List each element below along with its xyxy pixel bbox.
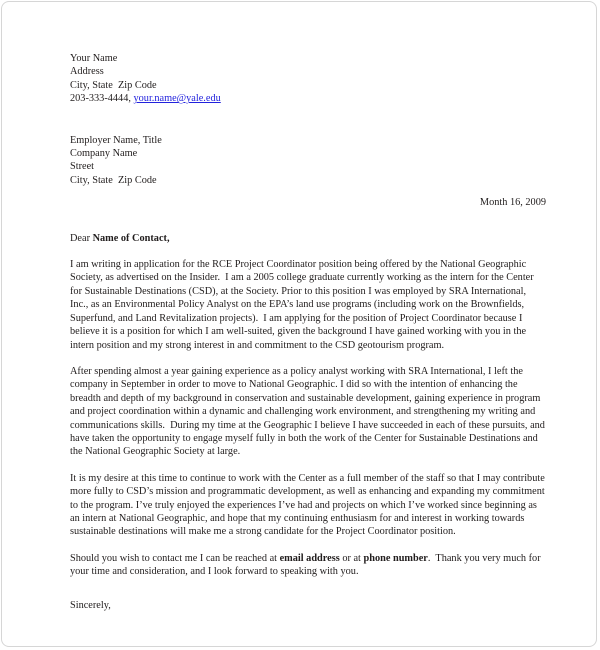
body-paragraph-2: After spending almost a year gaining experience as a policy analyst working with SRA International, I left the company in September in order to move to National Geographic. I did so with the intention of enhancing the breadth and depth of my background in conservation and sustainable development, gaining experience in program and project coordination within a dynamic and challenging work environment, and strengthening my writing and communications skills. During my time at the Geographic I believe I have succeeded in each of these pursuits, and have taken the opportunity to engage myself fully in both the work of the Center for Sustainable Destinations and the National Geographic Society at large. [70,365,548,458]
sender-phone: 203-333-4444, [70,93,134,105]
cover-letter [2,2,596,612]
body-paragraph-3: It is my desire at this time to continue to work with the Center as a full member of the staff so that I may contribute more fully to CSD’s mission and programmatic development, as well as enhancing and expanding my commitment to the program. I’ve truly enjoyed the experiences I’ve had and projects on which I’ve worked since beginning as an intern at National Geographic, and hope that my continuing enthusiasm for and interest in working towards sustainable destinations will make me a strong candidate for the Project Coordinator position. [70,472,548,538]
recipient-block [70,134,546,188]
signoff: Sincerely, [70,599,111,611]
sender-contact-line [70,92,546,105]
recipient-company-name: Company Name [70,148,138,160]
closing-email-address: email address [279,552,340,564]
salutation-prefix: Dear [70,232,93,244]
salutation [70,232,546,245]
recipient-employer-name: Employer Name, Title [70,134,162,146]
closing-part-1: Should you wish to contact me I can be reached at [70,552,280,564]
closing-paragraph [70,552,546,579]
sender-name: Your Name [70,53,118,64]
sender-address: Address [70,66,104,78]
body-paragraph-1: I am writing in application for the RCE Project Coordinator position being offered by the National Geographic Society, as advertised on the Insider. I am a 2005 college graduate currently working as the intern for the Center for Sustainable Destinations (CSD), at the Society. Prior to this position I was employed by SRA International, Inc., as an Environmental Policy Analyst on the EPA’s land use programs (including work on the Brownfields, Superfund, and Land Revitalization projects). I am applying for the position of Project Coordinator because I believe it is a position for which I am well-suited, given the background I have gained working with you in the intern position and my strong interest in and commitment to the CSD geotourism program. [70,259,537,351]
closing-phone-number: phone number [363,552,428,564]
salutation-contact-name: Name of Contact, [92,232,170,244]
letter-page [1,1,597,647]
recipient-street: Street [70,161,95,173]
sender-block [70,52,546,106]
closing-part-2: or at [339,552,364,564]
closing-part-3: . Thank you very much for your time and consideration, and I look forward to speaking with you. [70,552,544,578]
recipient-city-state-zip: City, State Zip Code [70,174,157,186]
date-line: Month 16, 2009 [479,197,546,209]
email-link[interactable]: your.name@yale.edu [133,93,221,105]
sender-city-state-zip: City, State Zip Code [70,79,157,91]
